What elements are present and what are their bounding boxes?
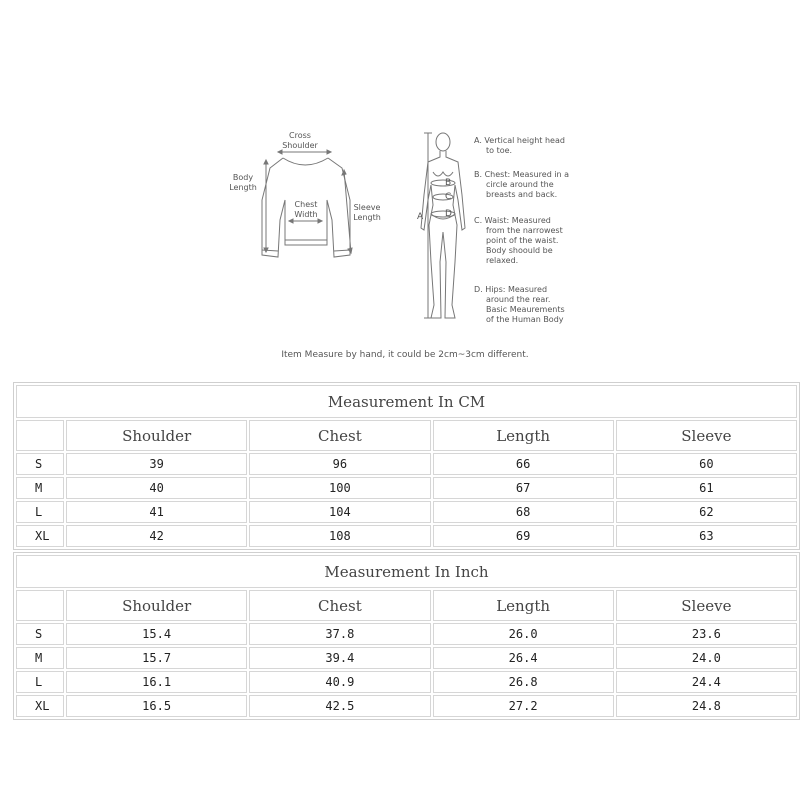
value-cell: 42.5 bbox=[249, 695, 430, 717]
measurement-illustration bbox=[0, 0, 810, 380]
value-cell: 66 bbox=[433, 453, 614, 475]
value-cell: 42 bbox=[66, 525, 247, 547]
header-sleeve: Sleeve bbox=[616, 420, 797, 451]
note-a: A. Vertical height head to toe. bbox=[474, 136, 565, 155]
value-cell: 15.7 bbox=[66, 647, 247, 669]
table-row bbox=[16, 647, 797, 669]
value-cell: 108 bbox=[249, 525, 430, 547]
header-shoulder: Shoulder bbox=[66, 590, 247, 621]
size-cell: M bbox=[16, 477, 64, 499]
header-length: Length bbox=[433, 420, 614, 451]
value-cell: 26.4 bbox=[433, 647, 614, 669]
value-cell: 39 bbox=[66, 453, 247, 475]
table-title: Measurement In CM bbox=[16, 385, 797, 418]
size-cell: L bbox=[16, 501, 64, 523]
size-table-inch bbox=[13, 552, 800, 720]
marker-a: A bbox=[417, 212, 424, 222]
header-sleeve: Sleeve bbox=[616, 590, 797, 621]
size-cell: S bbox=[16, 623, 64, 645]
value-cell: 16.5 bbox=[66, 695, 247, 717]
table-row bbox=[16, 477, 797, 499]
header-chest: Chest bbox=[249, 420, 430, 451]
header-length: Length bbox=[433, 590, 614, 621]
value-cell: 40.9 bbox=[249, 671, 430, 693]
measurement-disclaimer: Item Measure by hand, it could be 2cm~3cm different. bbox=[281, 350, 529, 360]
table-row bbox=[16, 525, 797, 547]
table-row bbox=[16, 695, 797, 717]
value-cell: 40 bbox=[66, 477, 247, 499]
value-cell: 39.4 bbox=[249, 647, 430, 669]
value-cell: 104 bbox=[249, 501, 430, 523]
note-c: C. Waist: Measured from the narrowest point of the waist. Body shoould be relaxed. bbox=[474, 216, 563, 265]
value-cell: 60 bbox=[616, 453, 797, 475]
marker-c: C bbox=[445, 192, 452, 202]
header-shoulder: Shoulder bbox=[66, 420, 247, 451]
value-cell: 96 bbox=[249, 453, 430, 475]
value-cell: 62 bbox=[616, 501, 797, 523]
chest-width-label: Chest Width bbox=[294, 200, 318, 219]
note-d: D. Hips: Measured around the rear. Basic Meaurements of the Human Body bbox=[474, 285, 565, 324]
garment-and-body-drawing bbox=[0, 0, 810, 380]
table-row bbox=[16, 501, 797, 523]
value-cell: 24.8 bbox=[616, 695, 797, 717]
size-cell: L bbox=[16, 671, 64, 693]
value-cell: 26.0 bbox=[433, 623, 614, 645]
size-cell: XL bbox=[16, 525, 64, 547]
size-cell: M bbox=[16, 647, 64, 669]
size-table-cm bbox=[13, 382, 800, 550]
header-blank bbox=[16, 590, 64, 621]
value-cell: 26.8 bbox=[433, 671, 614, 693]
value-cell: 16.1 bbox=[66, 671, 247, 693]
sleeve-length-label: Sleeve Length bbox=[353, 203, 381, 222]
table-row bbox=[16, 623, 797, 645]
cross-shoulder-label: Cross Shoulder bbox=[282, 131, 318, 150]
header-chest: Chest bbox=[249, 590, 430, 621]
body-length-label: Body Length bbox=[229, 173, 257, 192]
value-cell: 68 bbox=[433, 501, 614, 523]
header-blank bbox=[16, 420, 64, 451]
table-row bbox=[16, 453, 797, 475]
table-title: Measurement In Inch bbox=[16, 555, 797, 588]
value-cell: 63 bbox=[616, 525, 797, 547]
table-row bbox=[16, 671, 797, 693]
value-cell: 15.4 bbox=[66, 623, 247, 645]
marker-b: B bbox=[445, 178, 452, 188]
value-cell: 100 bbox=[249, 477, 430, 499]
value-cell: 24.0 bbox=[616, 647, 797, 669]
value-cell: 67 bbox=[433, 477, 614, 499]
size-cell: S bbox=[16, 453, 64, 475]
value-cell: 27.2 bbox=[433, 695, 614, 717]
value-cell: 61 bbox=[616, 477, 797, 499]
value-cell: 37.8 bbox=[249, 623, 430, 645]
value-cell: 23.6 bbox=[616, 623, 797, 645]
value-cell: 41 bbox=[66, 501, 247, 523]
marker-d: D bbox=[445, 209, 452, 219]
note-b: B. Chest: Measured in a circle around the breasts and back. bbox=[474, 170, 570, 199]
value-cell: 24.4 bbox=[616, 671, 797, 693]
size-cell: XL bbox=[16, 695, 64, 717]
value-cell: 69 bbox=[433, 525, 614, 547]
